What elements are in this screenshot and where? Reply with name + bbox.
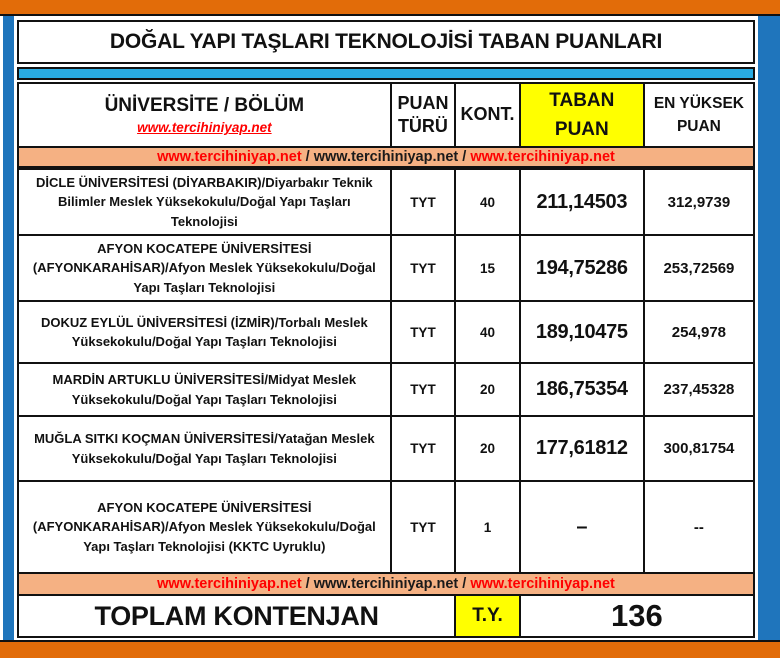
highest-score: 312,9739 xyxy=(643,170,753,234)
highest-score: 253,72569 xyxy=(643,236,753,300)
quota: 20 xyxy=(454,417,519,480)
tercihiniyap-link[interactable]: www.tercihiniyap.net xyxy=(313,149,459,165)
page-title: DOĞAL YAPI TAŞLARI TEKNOLOJİSİ TABAN PUANLARI xyxy=(17,20,755,64)
column-header-base-score: TABAN PUAN xyxy=(519,84,643,146)
tercihiniyap-link[interactable]: www.tercihiniyap.net xyxy=(157,576,302,592)
university-name: MUĞLA SITKI KOÇMAN ÜNİVERSİTESİ/Yatağan Meslek Yüksekokulu/Doğal Yapı Taşları Teknolojisi xyxy=(34,431,375,466)
total-score-type: T.Y. xyxy=(454,596,519,636)
column-header-score-type: PUAN TÜRÜ xyxy=(390,84,455,146)
link-strip-top: www.tercihiniyap.net / www.tercihiniyap.net / www.tercihiniyap.net xyxy=(19,146,753,168)
table-row xyxy=(19,234,753,300)
quota: 1 xyxy=(454,482,519,572)
highest-score: 254,978 xyxy=(643,302,753,362)
base-score: 194,75286 xyxy=(519,236,643,300)
frame-left-bar xyxy=(3,16,14,640)
frame-right-bar xyxy=(758,16,780,640)
tercihiniyap-link[interactable]: www.tercihiniyap.net xyxy=(157,149,302,165)
quota: 40 xyxy=(454,302,519,362)
university-name: AFYON KOCATEPE ÜNİVERSİTESİ (AFYONKARAHİSAR)/Afyon Meslek Yüksekokulu/Doğal Yapı Taşları Teknolojisi (KKTC Uyruklu) xyxy=(32,499,376,554)
tercihiniyap-link[interactable]: www.tercihiniyap.net xyxy=(313,576,459,592)
scores-table xyxy=(17,82,755,638)
column-header-quota: KONT. xyxy=(454,84,519,146)
total-quota-value: 136 xyxy=(519,596,753,636)
score-type: TYT xyxy=(390,482,455,572)
quota: 15 xyxy=(454,236,519,300)
tercihiniyap-link[interactable]: www.tercihiniyap.net xyxy=(470,149,615,165)
university-name: MARDİN ARTUKLU ÜNİVERSİTESİ/Midyat Meslek Yüksekokulu/Doğal Yapı Taşları Teknolojisi xyxy=(52,372,357,407)
base-score: 186,75354 xyxy=(519,364,643,415)
base-score: – xyxy=(519,482,643,572)
quota: 40 xyxy=(454,170,519,234)
base-score: 189,10475 xyxy=(519,302,643,362)
quota: 20 xyxy=(454,364,519,415)
table-row xyxy=(19,362,753,415)
score-type: TYT xyxy=(390,364,455,415)
base-score: 211,14503 xyxy=(519,170,643,234)
university-name: AFYON KOCATEPE ÜNİVERSİTESİ (AFYONKARAHİSAR)/Afyon Meslek Yüksekokulu/Doğal Yapı Taşları Teknolojisi xyxy=(32,240,376,295)
table-row xyxy=(19,300,753,362)
divider-strip xyxy=(17,67,755,80)
score-type: TYT xyxy=(390,417,455,480)
university-name: DİCLE ÜNİVERSİTESİ (DİYARBAKIR)/Diyarbakır Teknik Bilimler Meslek Yüksekokulu/Doğal Yapı Taşları Teknolojisi xyxy=(36,174,373,229)
score-type: TYT xyxy=(390,236,455,300)
university-name: DOKUZ EYLÜL ÜNİVERSİTESİ (İZMİR)/Torbalı Meslek Yüksekokulu/Doğal Yapı Taşları Teknolojisi xyxy=(40,314,368,349)
highest-score: 300,81754 xyxy=(643,417,753,480)
highest-score: -- xyxy=(643,482,753,572)
table-row xyxy=(19,168,753,234)
frame-top-bar xyxy=(0,0,780,16)
tercihiniyap-link[interactable]: www.tercihiniyap.net xyxy=(137,120,272,135)
total-row xyxy=(19,594,753,636)
score-type: TYT xyxy=(390,302,455,362)
table-row xyxy=(19,415,753,480)
column-header-university-label: ÜNİVERSİTE / BÖLÜM xyxy=(104,95,305,116)
tercihiniyap-link[interactable]: www.tercihiniyap.net xyxy=(470,576,615,592)
score-type: TYT xyxy=(390,170,455,234)
column-header-university xyxy=(19,84,390,146)
table-row xyxy=(19,480,753,572)
table-header-row xyxy=(19,84,753,146)
content-area xyxy=(14,16,758,640)
highest-score: 237,45328 xyxy=(643,364,753,415)
base-score: 177,61812 xyxy=(519,417,643,480)
column-header-highest-score: EN YÜKSEK PUAN xyxy=(643,84,753,146)
total-quota-label: TOPLAM KONTENJAN xyxy=(94,600,379,631)
frame-bottom-bar xyxy=(0,640,780,658)
link-strip-bottom: www.tercihiniyap.net / www.tercihiniyap.net / www.tercihiniyap.net xyxy=(19,572,753,594)
